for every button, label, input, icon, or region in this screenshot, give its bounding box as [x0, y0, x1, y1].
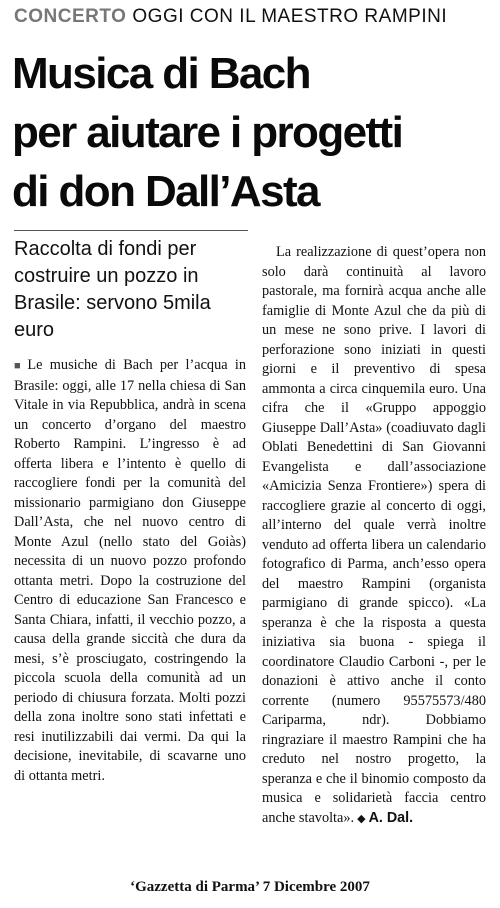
article-body-right	[262, 243, 486, 829]
bullet-icon: ■	[14, 360, 25, 372]
paragraph-text: Le musiche di Bach per l’acqua in Brasile: oggi, alle 17 nella chiesa di San Vitale in via Repubblica, andrà in scena un concerto d’organo del maestro Roberto Rampini. L’ingresso è ad offerta libera e l’intento è quello di raccogliere fondi per la comunità del missionario parmigiano don Giuseppe Dall’Asta, che nel nuovo centro di Monte Azul (nello stato del Goiàs) necessita di un nuovo pozzo profondo ottanta metri. Dopo la costruzione del Centro di educazione San Francesco e Santa Chiara, infatti, il vecchio pozzo, a causa della grande siccità che dura da mesi, s’è prosciugato, costringendo la piccola scuola della comunità ad un periodo di chiusura forzata. Molti pozzi della zona inoltre sono stati infettati e resi inutilizzabili dai vermi. Da qui la decisione, inevitabile, di scavarne uno di ottanta metri.	[14, 357, 247, 784]
headline-line-1: Musica di Bach	[12, 49, 310, 98]
headline-line-2: per aiutare i progetti	[12, 108, 403, 157]
paragraph-text: La realizzazione di quest’opera non solo darà continuità al lavoro pastorale, ma fornirà acqua anche alle famiglie di Monte Azul che da più di un mese ne sono prive. I lavori di perforazione sono iniziati in questi giorni e il preventivo di spesa ammonta a circa cinquemila euro. Una cifra che il «Gruppo appoggio Giuseppe Dall’Asta» (coadiuvato dagli Oblati Benedettini di San Giovanni Evangelista e dall’associazione «Amicizia Senza Frontiere») spera di raccogliere grazie al concerto di oggi, all’interno del quale verrà inoltre venduto ad offerta libera un calendario fotografico di Parma, anch’esso opera del maestro Rampini (organista parmigiano di grande spicco). «La speranza è che la risposta a questa iniziativa sia buona - spiega il coordinatore Claudio Carboni -, per le donazioni è attivo anche il conto corrente (numero 95575573/480 Cariparma, ndr). Dobbiamo ringraziare il maestro Rampini che ha creduto nel nostro progetto, la speranza e che il binomio composto da musica e solidarietà faccia centro anche stavolta».	[262, 244, 486, 826]
article-body-left	[14, 356, 246, 786]
kicker-tag: CONCERTO	[14, 6, 127, 27]
headline-line-3: di don Dall’Asta	[12, 167, 319, 216]
diamond-icon: ◆	[357, 812, 366, 825]
kicker	[14, 6, 447, 28]
paragraph	[14, 356, 246, 786]
headline	[12, 44, 492, 221]
byline: A. Dal.	[368, 809, 414, 826]
subheadline: Raccolta di fondi per costruire un pozzo in Brasile: servono 5mila euro	[14, 238, 211, 341]
right-column	[262, 243, 486, 829]
source-caption: ‘Gazzetta di Parma’ 7 Dicembre 2007	[130, 879, 370, 895]
left-column	[14, 236, 246, 786]
section-divider	[14, 230, 248, 231]
kicker-text: OGGI CON IL MAESTRO RAMPINI	[132, 6, 448, 27]
paragraph	[262, 243, 486, 829]
